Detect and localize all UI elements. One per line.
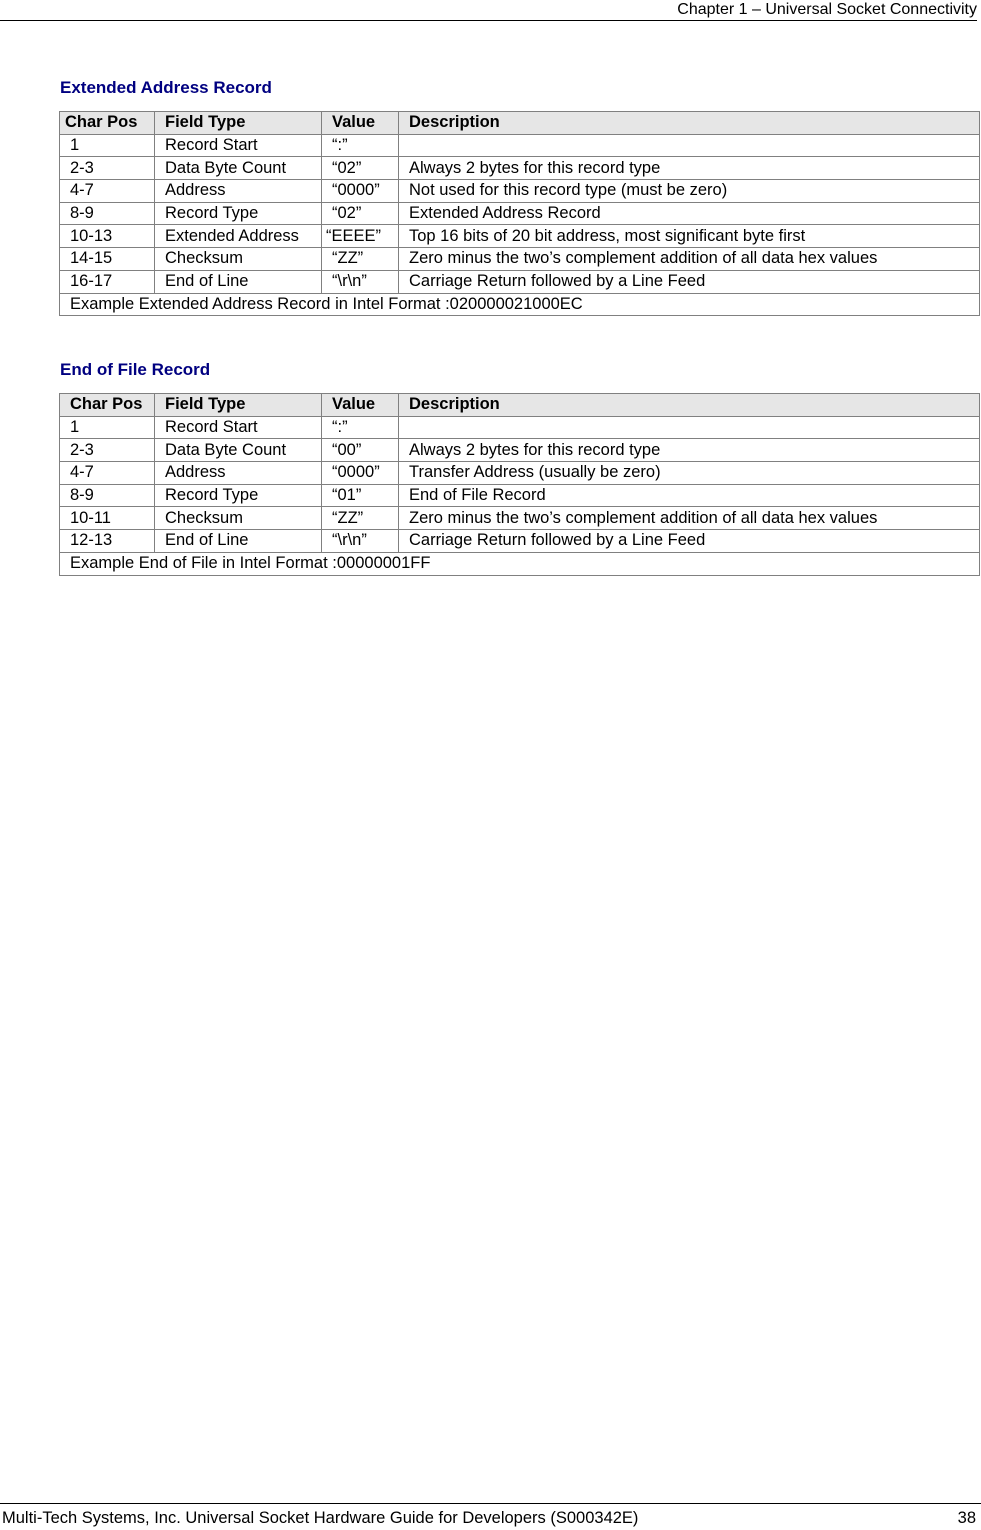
end-of-file-table — [59, 393, 980, 576]
value-cell: “0000” — [322, 462, 399, 485]
description-cell: Extended Address Record — [399, 202, 980, 225]
char-pos-cell: 4-7 — [60, 462, 155, 485]
description-cell: End of File Record — [399, 484, 980, 507]
table-row — [60, 270, 980, 293]
table-row — [60, 462, 980, 485]
field-type-cell: Checksum — [155, 507, 322, 530]
table-row — [60, 157, 980, 180]
description-cell — [399, 134, 980, 157]
description-cell: Transfer Address (usually be zero) — [399, 462, 980, 485]
value-cell: “:” — [322, 416, 399, 439]
field-type-cell: End of Line — [155, 530, 322, 553]
value-cell: “EEEE” — [322, 225, 399, 248]
document-title: Multi-Tech Systems, Inc. Universal Socket Hardware Guide for Developers (S000342E) — [2, 1509, 639, 1527]
chapter-title: Chapter 1 – Universal Socket Connectivity — [677, 1, 977, 18]
table-header-row — [60, 112, 980, 135]
table-row — [60, 484, 980, 507]
example-row — [60, 552, 980, 575]
table-row — [60, 180, 980, 203]
table-row — [60, 202, 980, 225]
extended-address-table — [59, 111, 980, 316]
column-header-description: Description — [399, 394, 980, 417]
field-type-cell: End of Line — [155, 270, 322, 293]
char-pos-cell: 8-9 — [60, 202, 155, 225]
char-pos-cell: 2-3 — [60, 157, 155, 180]
field-type-cell: Checksum — [155, 248, 322, 271]
description-cell — [399, 416, 980, 439]
table-row — [60, 416, 980, 439]
char-pos-cell: 14-15 — [60, 248, 155, 271]
table-row — [60, 439, 980, 462]
field-type-cell: Record Start — [155, 134, 322, 157]
description-cell: Carriage Return followed by a Line Feed — [399, 530, 980, 553]
value-cell: “00” — [322, 439, 399, 462]
field-type-cell: Record Start — [155, 416, 322, 439]
char-pos-cell: 4-7 — [60, 180, 155, 203]
table-row — [60, 225, 980, 248]
column-header-value: Value — [322, 394, 399, 417]
table-row — [60, 507, 980, 530]
column-header-field-type: Field Type — [155, 394, 322, 417]
field-type-cell: Record Type — [155, 202, 322, 225]
example-record: Example Extended Address Record in Intel Format :020000021000EC — [60, 293, 980, 316]
field-type-cell: Data Byte Count — [155, 439, 322, 462]
value-cell: “ZZ” — [322, 507, 399, 530]
char-pos-cell: 10-13 — [60, 225, 155, 248]
table-row — [60, 248, 980, 271]
example-record: Example End of File in Intel Format :00000001FF — [60, 552, 980, 575]
column-header-value: Value — [322, 112, 399, 135]
field-type-cell: Data Byte Count — [155, 157, 322, 180]
description-cell: Top 16 bits of 20 bit address, most significant byte first — [399, 225, 980, 248]
value-cell: “01” — [322, 484, 399, 507]
description-cell: Zero minus the two’s complement addition of all data hex values — [399, 248, 980, 271]
field-type-cell: Record Type — [155, 484, 322, 507]
value-cell: “ZZ” — [322, 248, 399, 271]
table-row — [60, 134, 980, 157]
value-cell: “\r\n” — [322, 530, 399, 553]
char-pos-cell: 12-13 — [60, 530, 155, 553]
column-header-description: Description — [399, 112, 980, 135]
char-pos-cell: 8-9 — [60, 484, 155, 507]
value-cell: “:” — [322, 134, 399, 157]
value-cell: “02” — [322, 157, 399, 180]
page-number: 38 — [957, 1509, 976, 1527]
description-cell: Not used for this record type (must be zero) — [399, 180, 980, 203]
running-footer — [0, 1503, 981, 1530]
value-cell: “\r\n” — [322, 270, 399, 293]
char-pos-cell: 1 — [60, 134, 155, 157]
running-header — [0, 0, 977, 21]
table-header-row — [60, 394, 980, 417]
column-header-field-type: Field Type — [155, 112, 322, 135]
value-cell: “02” — [322, 202, 399, 225]
extended-address-heading: Extended Address Record — [60, 78, 272, 97]
column-header-char-pos: Char Pos — [60, 112, 155, 135]
field-type-cell: Address — [155, 462, 322, 485]
char-pos-cell: 1 — [60, 416, 155, 439]
column-header-char-pos: Char Pos — [60, 394, 155, 417]
value-cell: “0000” — [322, 180, 399, 203]
char-pos-cell: 2-3 — [60, 439, 155, 462]
example-row — [60, 293, 980, 316]
description-cell: Zero minus the two’s complement addition of all data hex values — [399, 507, 980, 530]
description-cell: Always 2 bytes for this record type — [399, 439, 980, 462]
description-cell: Always 2 bytes for this record type — [399, 157, 980, 180]
char-pos-cell: 10-11 — [60, 507, 155, 530]
end-of-file-heading: End of File Record — [60, 360, 211, 379]
field-type-cell: Extended Address — [155, 225, 322, 248]
char-pos-cell: 16-17 — [60, 270, 155, 293]
description-cell: Carriage Return followed by a Line Feed — [399, 270, 980, 293]
table-row — [60, 530, 980, 553]
field-type-cell: Address — [155, 180, 322, 203]
